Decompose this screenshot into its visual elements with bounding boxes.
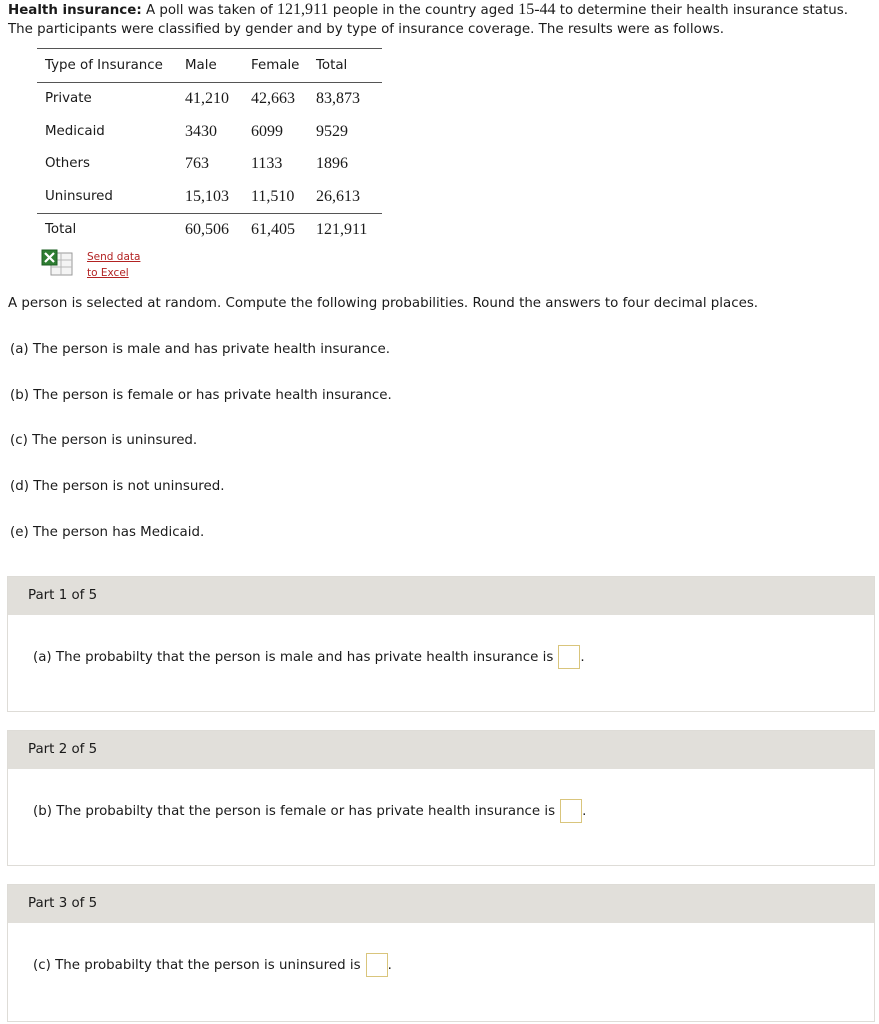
excel-icon[interactable] xyxy=(40,249,74,277)
part-2-question: (b) The probabilty that the person is female or has private health insurance is . xyxy=(33,799,586,823)
part-1-panel xyxy=(7,576,875,712)
table-cell: 1133 xyxy=(251,155,283,173)
problem-title: Health insurance: xyxy=(8,3,142,18)
table-cell: Uninsured xyxy=(45,188,113,204)
table-cell: 11,510 xyxy=(251,187,295,205)
to-excel-link[interactable]: to Excel xyxy=(87,267,129,279)
part-3-question: (c) The probabilty that the person is uninsured is . xyxy=(33,953,392,977)
column-header: Male xyxy=(185,58,217,73)
table-cell: 15,103 xyxy=(185,187,229,205)
send-data-link[interactable]: Send data xyxy=(87,251,141,263)
part-1-question: (a) The probabilty that the person is male and has private health insurance is . xyxy=(33,645,585,669)
table-cell: 6099 xyxy=(251,122,283,140)
question-d: (d) The person is not uninsured. xyxy=(10,479,225,494)
instructions: A person is selected at random. Compute the following probabilities. Round the answers to four decimal places. xyxy=(8,296,759,311)
part-2-title: Part 2 of 5 xyxy=(8,731,874,769)
table-cell: 42,663 xyxy=(251,90,295,107)
table-total-row xyxy=(37,213,382,247)
table-header-row xyxy=(37,48,382,83)
table-cell: Others xyxy=(45,156,90,172)
part-1-title: Part 1 of 5 xyxy=(8,577,874,615)
problem-intro: Health insurance: A poll was taken of 121,911 people in the country aged 15-44 to determine their health insurance status. The participants were classified by gender and by type of insurance coverage. The results were as follows. xyxy=(8,1,848,37)
question-e: (e) The person has Medicaid. xyxy=(10,525,205,540)
table-cell: 3430 xyxy=(185,122,217,140)
table-row xyxy=(37,116,382,149)
send-to-excel[interactable] xyxy=(40,249,160,281)
insurance-data-table xyxy=(37,48,382,247)
answer-input-b[interactable] xyxy=(560,799,582,823)
part-3-title: Part 3 of 5 xyxy=(8,885,874,923)
table-cell: 1896 xyxy=(316,155,348,173)
table-cell: 41,210 xyxy=(185,90,229,107)
answer-input-c[interactable] xyxy=(366,953,388,977)
table-cell: 121,911 xyxy=(316,221,368,239)
question-a: (a) The person is male and has private health insurance. xyxy=(10,342,390,357)
column-header: Type of Insurance xyxy=(45,58,163,73)
question-c: (c) The person is uninsured. xyxy=(10,433,198,448)
table-cell: Total xyxy=(45,222,77,238)
table-cell: Medicaid xyxy=(45,123,105,139)
table-cell: Private xyxy=(45,91,92,106)
column-header: Total xyxy=(316,58,348,73)
table-cell: 26,613 xyxy=(316,187,360,205)
part-3-panel xyxy=(7,884,875,1022)
table-row xyxy=(37,181,382,214)
table-row xyxy=(37,83,382,116)
answer-input-a[interactable] xyxy=(558,645,580,669)
table-cell: 61,405 xyxy=(251,221,295,239)
table-cell: 763 xyxy=(185,155,209,173)
table-cell: 9529 xyxy=(316,122,348,140)
table-row xyxy=(37,148,382,181)
question-b: (b) The person is female or has private health insurance. xyxy=(10,388,392,403)
table-cell: 60,506 xyxy=(185,221,229,239)
column-header: Female xyxy=(251,58,300,73)
table-cell: 83,873 xyxy=(316,90,360,107)
part-2-panel xyxy=(7,730,875,866)
